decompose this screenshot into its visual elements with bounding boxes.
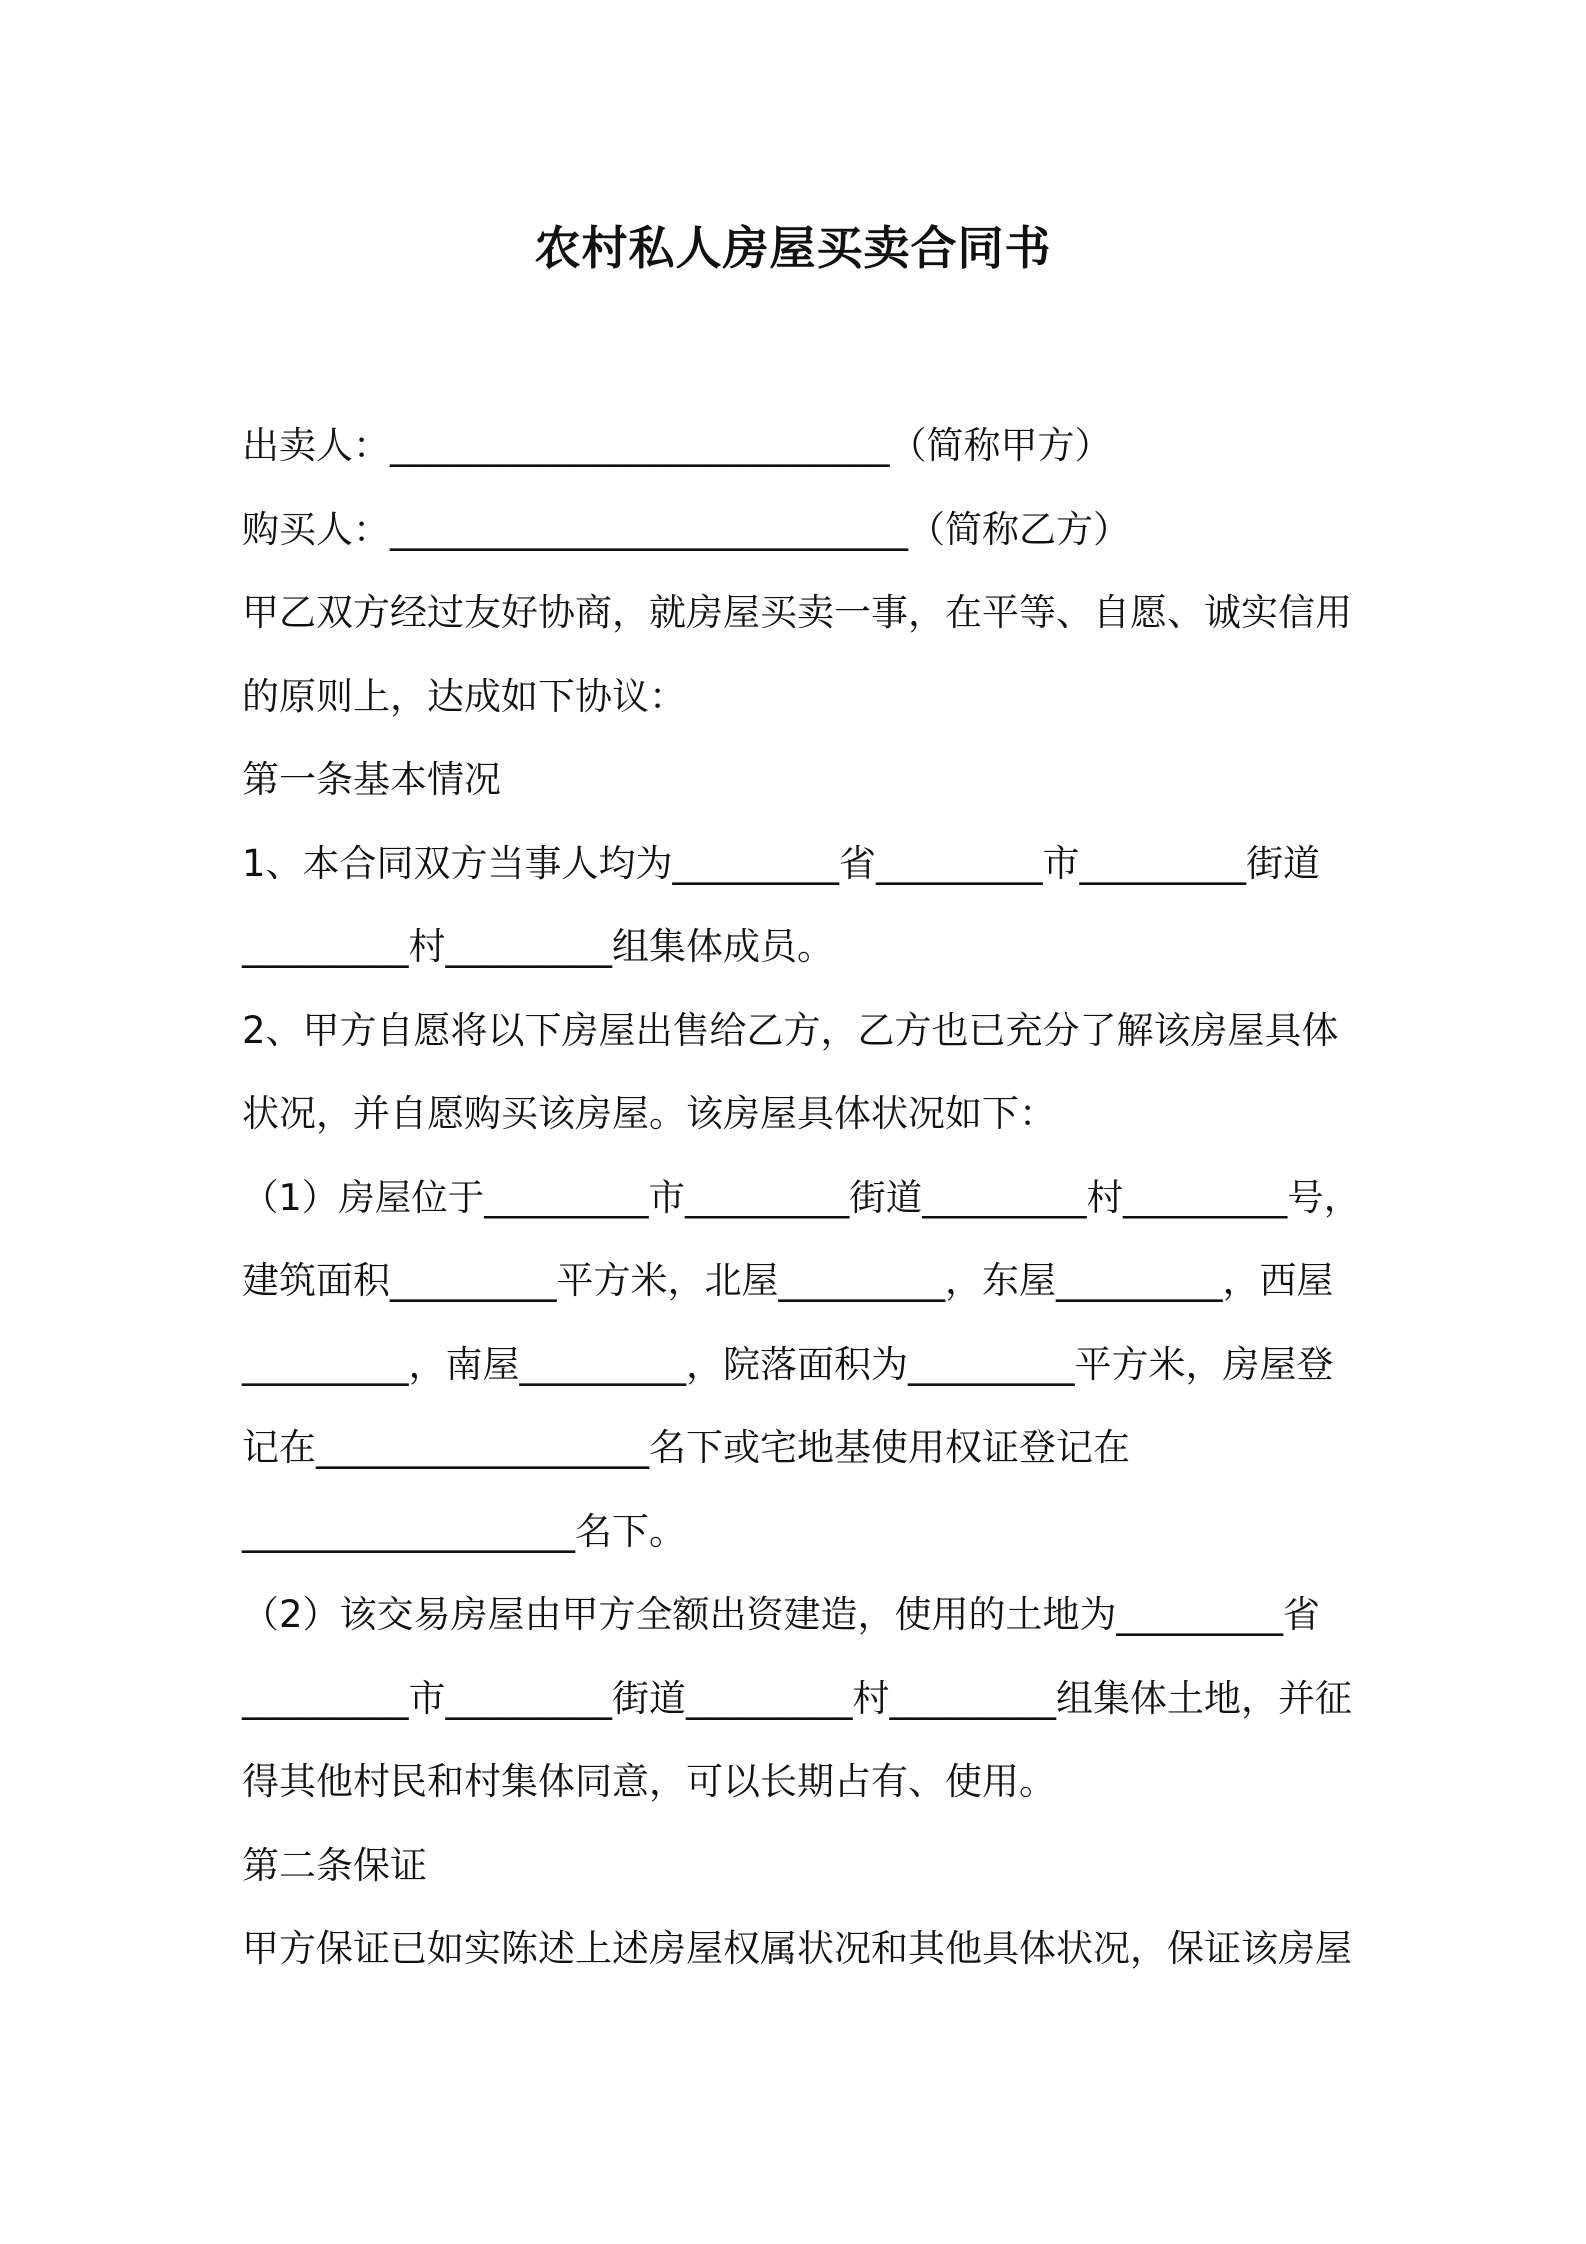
intro-line-1: 甲乙双方经过友好协商，就房屋买卖一事，在平等、自愿、诚实信用 — [242, 591, 1352, 634]
item-2-line-1: （2）该交易房屋由甲方全额出资建造，使用的土地为_________省 — [242, 1593, 1321, 1636]
item-1-line-5: __________________名下。 — [242, 1509, 686, 1553]
item-1-line-3: _________，南屋_________，院落面积为_________平方米，房屋登 — [242, 1342, 1334, 1386]
buyer-line: 购买人：____________________________（简称乙方） — [242, 507, 1130, 551]
seller-line: 出卖人：___________________________（简称甲方） — [242, 424, 1112, 467]
clause-1-line-2: _________村_________组集体成员。 — [242, 925, 834, 968]
item-2-line-3: 得其他村民和村集体同意，可以长期占有、使用。 — [242, 1760, 1056, 1803]
article-2-heading: 第二条保证 — [242, 1843, 427, 1887]
document-title: 农村私人房屋买卖合同书 — [534, 221, 1052, 275]
guarantee-line-1: 甲方保证已如实陈述上述房屋权属状况和其他具体状况，保证该房屋 — [242, 1927, 1352, 1970]
item-1-line-4: 记在__________________名下或宅地基使用权证登记在 — [242, 1426, 1130, 1469]
item-1-line-1: （1）房屋位于_________市_________街道_________村_________号， — [242, 1175, 1361, 1219]
item-1-line-2: 建筑面积_________平方米，北屋_________，东屋_________，西屋 — [242, 1259, 1334, 1302]
clause-2-line-2: 状况，并自愿购买该房屋。该房屋具体状况如下： — [242, 1092, 1056, 1135]
document-body — [242, 404, 1362, 1991]
article-1-heading: 第一条基本情况 — [242, 758, 501, 801]
clause-1-line-1: 1、本合同双方当事人均为_________省_________市_________街道 — [242, 841, 1321, 885]
intro-line-2: 的原则上，达成如下协议： — [242, 674, 686, 718]
clause-2-line-1: 2、甲方自愿将以下房屋出售给乙方，乙方也已充分了解该房屋具体 — [242, 1008, 1339, 1052]
item-2-line-2: _________市_________街道_________村_________组集体土地，并征 — [242, 1676, 1352, 1720]
